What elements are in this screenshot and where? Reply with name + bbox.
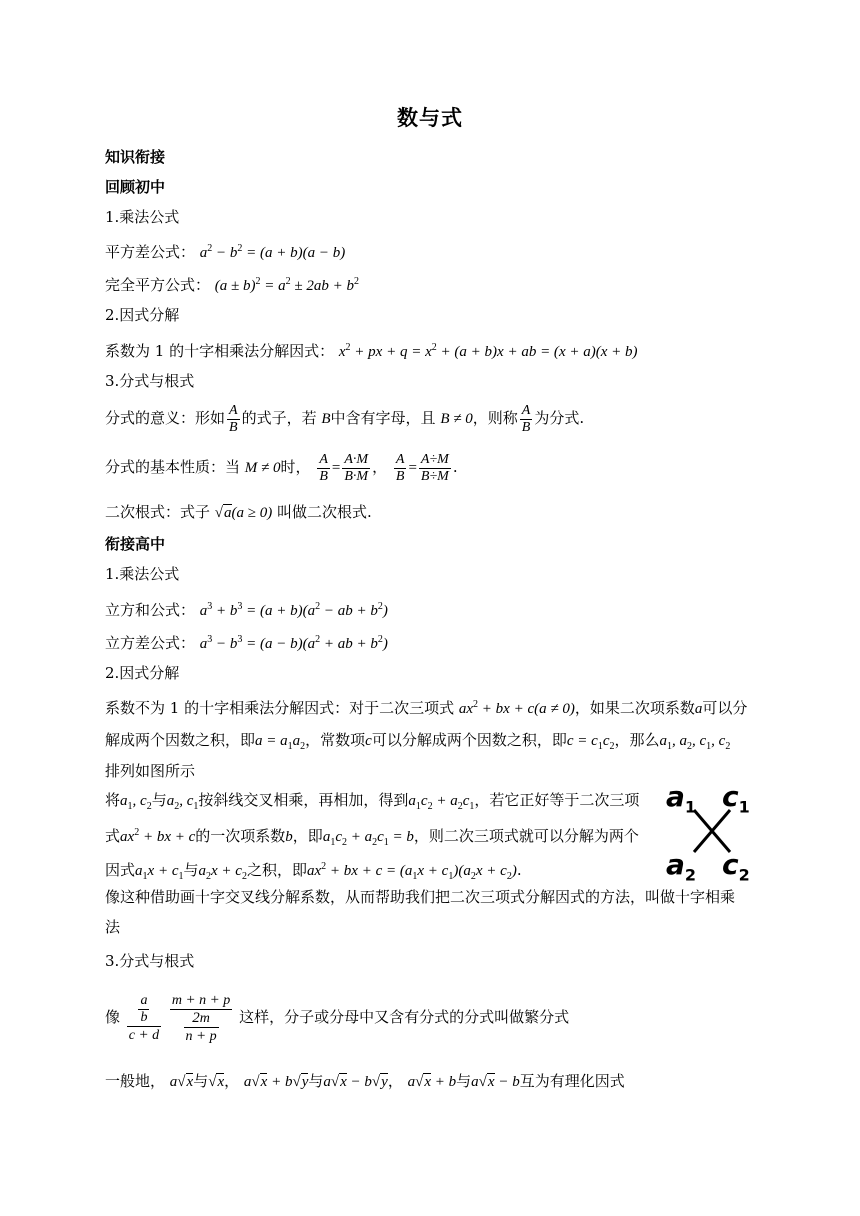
label-a2: $a_2$ — [666, 848, 697, 885]
formula-line: 立方差公式： $a^3 - b^3 = (a - b)(a^2$ + ab + $b^2$) — [105, 634, 388, 652]
label-a1: $a_1$ — [666, 780, 697, 817]
formula-line: 像 $\frac{\frac{a}{b}}{c + d}$ $\frac{m + n + p}{\frac{2m}{n + p}}$ 这样，分子或分母中又含有分式的分式叫做繁分式 — [105, 991, 570, 1044]
label-c1: $c_1$ — [722, 780, 750, 817]
paragraph-line: 因式$a_1x + c_1$与$a_2x + c_2$之积，即$ax^2$ + bx + $c = (a_1x + c_1)(a_2x + c_2)$. — [105, 861, 522, 882]
subheading: 1.乘法公式 — [105, 208, 180, 226]
formula-line: 系数为 1 的十字相乘法分解因式： $x^2$ + px + $q = x^2 + (a + b)x$ + ab = (x + a)(x + b) — [105, 342, 638, 360]
section-heading: 衔接高中 — [105, 535, 166, 553]
paragraph-line: 系数不为 1 的十字相乘法分解因式：对于二次三项式 $ax^2$ + bx + c(a ≠ 0)，如果二次项系数a可以分 — [105, 699, 748, 717]
section-heading: 回顾初中 — [105, 178, 166, 196]
formula-line: 立方和公式： $a^3 + b^3 = (a + b)(a^2$ − ab + $b^2$) — [105, 601, 388, 619]
section-heading: 知识衔接 — [105, 148, 166, 166]
paragraph-line: 排列如图所示 — [105, 762, 196, 780]
formula-line: 二次根式：式子 √a(a ≥ 0) 叫做二次根式. — [105, 503, 372, 521]
formula-line: 平方差公式： $a^2 - b^2 = (a + b)(a - b)$ — [105, 243, 346, 261]
paragraph-line: 法 — [105, 918, 121, 936]
page-title: 数与式 — [397, 105, 463, 130]
cross-multiplication-diagram — [664, 780, 758, 886]
paragraph-line: 式$ax^2$ + bx + c的一次项系数b，即$a_1c_2 + a_2c_1 = b$，则二次三项式就可以分解为两个 — [105, 827, 639, 848]
subheading: 2.因式分解 — [105, 664, 180, 682]
paragraph-line: 解成两个因数之积，即$a = a_1a_2$，常数项c可以分解成两个因数之积，即$c = c_1c_2$，那么$a_1$, $a_2$, $c_1$, $c_2$ — [105, 731, 731, 752]
formula-line: 分式的基本性质：当 M ≠ 0时， $\frac{A}{B}$ = $\frac{A\cdot M}{B\cdot M}$ ， $\frac{A}{B}$ = $\frac{A\div M}{B\div M}$ . — [105, 451, 458, 484]
subheading: 3.分式与根式 — [105, 952, 195, 970]
label-c2: $c_2$ — [722, 848, 750, 885]
subheading: 3.分式与根式 — [105, 372, 195, 390]
formula-line: 分式的意义：形如 $\frac{A}{B}$ 的式子，若 B中含有字母，且 B ≠ 0，则称 $\frac{A}{B}$ 为分式. — [105, 402, 585, 435]
paragraph-line: 像这种借助画十字交叉线分解系数，从而帮助我们把二次三项式分解因式的方法，叫做十字相乘 — [105, 888, 736, 906]
formula-line: 完全平方公式： $(a \pm b)^2 = a^2 \pm 2ab + b^2$ — [105, 276, 360, 294]
subheading: 1.乘法公式 — [105, 565, 180, 583]
paragraph-line: 将$a_1$, $c_2$与$a_2$, $c_1$按斜线交叉相乘，再相加，得到$a_1c_2 + a_2c_1$，若它正好等于二次三项 — [105, 791, 640, 812]
subheading: 2.因式分解 — [105, 306, 180, 324]
formula-line: 一般地， a√x与√x， a√x + b√y与a√x − b√y， a√x + b与a√x − b互为有理化因式 — [105, 1072, 625, 1090]
